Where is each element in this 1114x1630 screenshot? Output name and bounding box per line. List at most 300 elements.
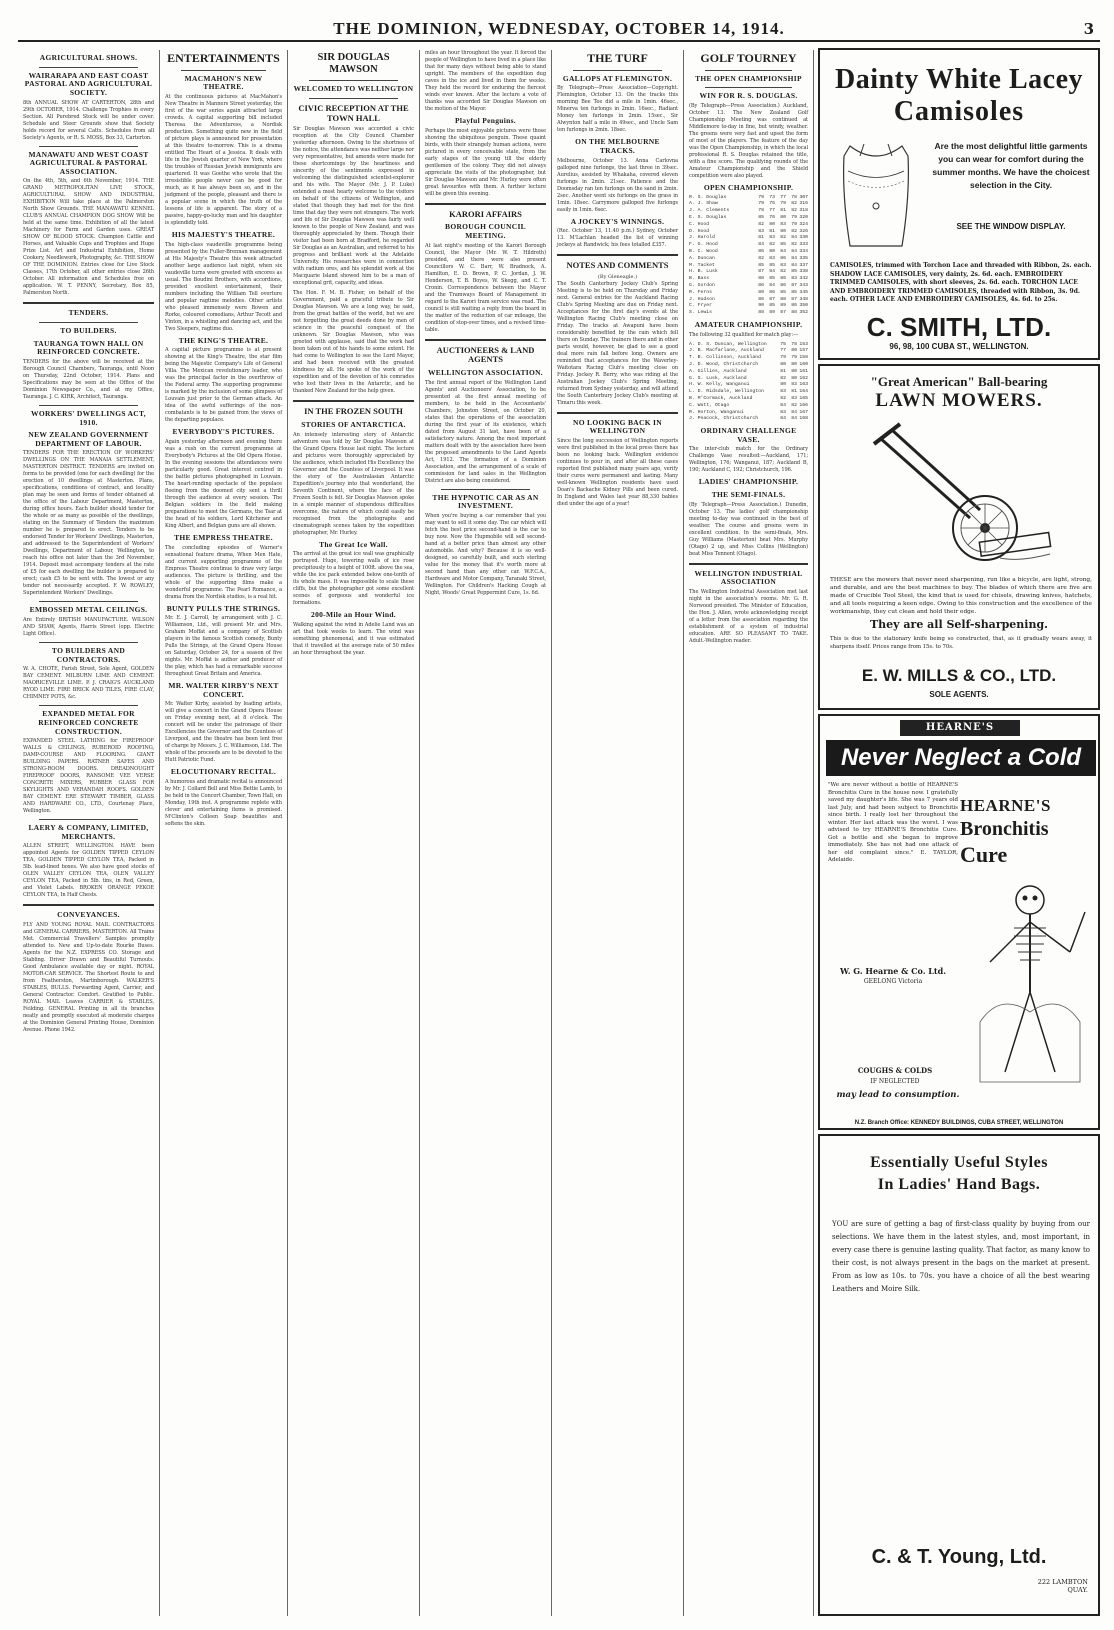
player-name: J. B. Macfarlane, Auckland: [689, 348, 764, 354]
player-name: E. S. Douglas: [689, 215, 727, 221]
mawson-welcomed: WELCOMED TO WELLINGTON: [293, 84, 414, 94]
score-cell: 85: [769, 303, 775, 309]
player-name: J. Hudson: [689, 296, 715, 302]
score-cell: 83: [758, 228, 764, 234]
score-cell: 158: [799, 355, 808, 361]
macmahon-body: At the continuous pictures at MacMahon's New Theatre in Manners Street yesterday, the first of the war series again attracted large crowds. A capital supporting bill included Theresa the Adventuress, a Nordisk production. Something quite new in the field of picture plays is announced for presentation at this theatre to-morrow. This is a drama entitled The Heart of a Jessica. It deals with life in the Jewish quarter of New York, where the troubles of Russian Jewish immigrants are quartered. It was Goethe who wrote that the irresistible people never can be good for much, as it has always been so, and in the judgment of the people, pleasant and there is a popular scene in which the truth of the lessons of life is apparent. The story of a passive, happy-go-lucky man and his daughter is splendidly told.: [165, 94, 282, 227]
score-cell: 86: [758, 283, 764, 289]
score-cell: 79: [791, 221, 797, 227]
column-advertisements: [18, 50, 160, 1616]
hearne-city: GEELONG Victoria: [863, 978, 923, 985]
score-cell: 164: [799, 389, 808, 395]
divider: [293, 400, 414, 402]
masthead: [18, 18, 1100, 42]
score-cell: 79: [758, 194, 764, 200]
ice-wall-heading: The Great Ice Wall.: [319, 539, 388, 549]
score-cell: 83: [791, 382, 797, 388]
score-cell: 85: [791, 289, 797, 295]
amateur-championship-row: [689, 396, 808, 403]
to-builders-heading: TO BUILDERS.: [60, 326, 117, 335]
score-cell: 75: [780, 341, 786, 347]
score-cell: 82: [758, 221, 764, 227]
score-cell: 324: [799, 221, 808, 227]
player-name: D. Hood: [689, 228, 710, 234]
score-cell: 84: [791, 262, 797, 268]
player-name: L. D. Ridsdale, Wellington: [689, 389, 764, 395]
score-cell: 85: [758, 262, 764, 268]
score-cell: 78: [791, 341, 797, 347]
score-cell: 87: [791, 283, 797, 289]
open-championship-row: [689, 276, 808, 283]
his-majesty-heading: HIS MAJESTY'S THEATRE.: [171, 230, 276, 240]
score-cell: 90: [758, 303, 764, 309]
expanded-heading: EXPANDED METAL FOR REINFORCED CONCRETE CONSTRUCTION.: [38, 709, 139, 736]
ladies-body: (By Telegraph—Press Association.) Dunedin, October 13. The ladies' golf championship meeting to-day was continued in the best of weather. The course and greens were in excellent condition. In the semi-finals, Mrs. Guy Williams (Masterton) beat Mrs. Murphy (Otago) 2 up, and Miss Collins (Wellington) beat Miss Tennent (Otago).: [689, 501, 808, 557]
score-cell: 157: [799, 348, 808, 354]
score-cell: 82: [791, 228, 797, 234]
score-cell: 79: [791, 355, 797, 361]
score-cell: 84: [791, 416, 797, 422]
score-cell: 84: [758, 242, 764, 248]
window-display: SEE THE WINDOW DISPLAY.: [956, 222, 1066, 231]
score-cell: 88: [780, 296, 786, 302]
score-cell: 86: [769, 289, 775, 295]
score-cell: 82: [791, 242, 797, 248]
score-cell: 84: [769, 283, 775, 289]
camisole-tagline: Are the most delightful little garments you can wear for comfort during the summer months. We have the choicest selection in the City.: [932, 141, 1090, 190]
expanded-body: EXPANDED STEEL LATHING for FIREPROOF WALLS & CEILINGS, RUBEROID ROOFING, DAMP-COURSE AND FLOORING. GIANT BUILDING PAPERS. RATNER SAFES AND STRONG-ROOM DOORS. DREADNOUGHT FIREPROOF DOORS, RANSOME VEE VERSE CONCRETE MIXERS, RUBBER GLASS FOR SKYLIGHTS AND VERANDAH ROOFS. GOLDEN BAY CEMENT. ERE STEWART TIMBER, GLASS AND HARDWARE CO., LTD., Courtenay Place, Wellington.: [23, 738, 154, 815]
elocutionary-heading: ELOCUTIONARY RECITAL.: [170, 767, 277, 777]
his-majesty-body: The high-class vaudeville programme being presented by the Fuller-Brennan management at His Majesty's Theatre this week attracted another large audience last night, when six vaudeville turns were greeted with encores as usual. The Boudini Brothers, with accordions, provided excellent entertainment, their numbers including the William Tell overture and popular ragtime melodies. Other artists who pleased immensely were Bowen and Rorke, coloured comedians, Arthur Tecott and Vinton, in a whistling and dancing act, and the Two Sleepers, ragtime duo.: [165, 241, 282, 332]
workers-heading: WORKERS' DWELLINGS ACT, 1910.: [31, 408, 146, 427]
score-cell: 85: [758, 215, 764, 221]
coughs-colds: COUGHS & COLDS: [857, 1066, 933, 1075]
score-cell: 76: [769, 201, 775, 207]
score-cell: 167: [799, 409, 808, 415]
manawatu-body: On the 4th, 5th, and 6th November, 1914. THE GRAND METROPOLITAN LIVE STOCK, AGRICULTURAL SHOW AND INDUSTRIAL EXHIBITION Will take place at the Palmerston North Show Grounds. THE MANAWATU KENNEL CLUB'S ANNUAL CHAMPION DOG SHOW Will be held at the same time. Exhibition of all the latest Machinery for Farm and Garden uses. GREAT SHOW OF BLOOD STOCK. Champion Cattle and Horses, and Valuable Cups and Trophies and Huge Prize List. Art and Industrial Exhibition, Home Cookery, Needlework, Photography, &c. THE SHOW OF THE DOMINION. Entries close for Live Stock Classes, 17th October, all other entries close 26th October. All information and Schedules free on application. W. T. PENNY, Secretary, Box 85, Palmerston North.: [23, 178, 154, 297]
elocutionary-body: A humorous and dramatic recital is announced by Mr. J. Collard Bell and Miss Bettie Lamb, to be held in the Concert Chamber, Town Hall, on Monday, 19th inst. A programme replete with clever and entertaining items is promised. M'Clinton's Colleen Soap beautifies and softens the skin.: [165, 779, 282, 828]
handbags-advertisement: [818, 1134, 1100, 1616]
score-cell: 83: [780, 409, 786, 415]
player-name: R. Ferns: [689, 289, 713, 295]
divider: [23, 904, 154, 906]
tauranga-body: TENDERS for the above will be received at the Borough Council Chambers, Tauranga, until Noon on Thursday, 22nd October, 1914. Plans and Specifications may be seen at the Office of the Dominion Newspaper Co., and at my Office, Tauranga. J. C. KIRK, Architect, Tauranga.: [23, 358, 154, 400]
hearne-firm: W. G. Hearne & Co. Ltd.: [839, 966, 946, 976]
score-cell: 87: [780, 310, 786, 316]
section-tenders: TENDERS.: [68, 308, 109, 318]
never-neglect-banner: Never Neglect a Cold: [826, 740, 1096, 776]
column-news: [420, 50, 552, 1616]
amateur-championship-row: [689, 403, 808, 410]
divider: [705, 87, 792, 88]
jockey-body: (Rec. October 13, 11.40 p.m.) Sydney, October 13. M'Lachlan headed the list of winning jockeys at Randwick; his fees totalled £357.: [557, 228, 678, 249]
player-name: R. Horton, Wanganui: [689, 409, 744, 415]
camisole-title-1: Dainty White Lacey: [834, 64, 1084, 95]
mower-title-2: LAWN MOWERS.: [875, 390, 1043, 411]
kings-theatre-heading: THE KING'S THEATRE.: [178, 335, 269, 345]
young-name: C. & T. Young, Ltd.: [871, 1546, 1047, 1568]
wairarapa-body: 8th ANNUAL SHOW AT CARTERTON, 28th and 29th OCTOBER, 1914. Challenge Trophies in every Section. All Purebred Stock will be under cover. Schedule and Steer Grounds show that Society holds record for several Catts. Schedules from all Society's Agents, or R. S. MOSS, Box 33, Carterton.: [23, 99, 154, 141]
score-cell: 76: [769, 215, 775, 221]
score-cell: 153: [799, 341, 808, 347]
auctioneers-heading: AUCTIONEERS & LAND AGENTS: [436, 344, 535, 365]
divider: [557, 412, 678, 414]
score-cell: 82: [791, 402, 797, 408]
player-name: G. S. Lusk, Auckland: [689, 375, 747, 381]
score-cell: 82: [780, 269, 786, 275]
everybodys-body: Again yesterday afternoon and evening there was a rush on the current programme at Everybody's Pictures at the Old Opera House. In the evening sessions the attendances were particularly good. Great interest centred in the battle pictures photographed in Louvain. The heart-rending spectacle of the populace fleeing from the doomed city sent a thrill through the audience at every session. The Belgian soldiers in the field making preparations to meet the Germans, the Tsar at the head of his soldiers, Lord Kitchener and King Albert, and Belgian guns are all shown.: [165, 438, 282, 529]
mawson-heading: SIR DOUGLAS MAWSON: [317, 52, 390, 76]
score-cell: 318: [799, 208, 808, 214]
divider: [689, 563, 808, 565]
bags-body: YOU are sure of getting a bag of first-class quality by buying from our selections. We have them in the latest styles, and, most important, in every case there is genuine lasting quality. That factor, as many know to their cost, is not always present in the bags on the market at present. From as low as 10s. to 70s. you have a choice of all the best wearing Leathers and Moire Silk.: [832, 1220, 1090, 1293]
contractors-body: W. A. CHOTE, Farish Street, Sole Agent, GOLDEN BAY CEMENT. MILBURN LIME AND CEMENT. MAORICEVILLE LIME. P. J. CRAIG'S AUCKLAND RYOD LIME. FIRE BRICK AND TILES, FIRE CLAY, CHIMNEY POTS, &c.: [23, 666, 154, 701]
score-cell: 78: [758, 208, 764, 214]
open-championship-row: [689, 215, 808, 222]
camisole-title-2: Camisoles: [893, 96, 1025, 127]
score-cell: 83: [769, 255, 775, 261]
score-cell: 86: [791, 303, 797, 309]
kirby-heading: MR. WALTER KIRBY'S NEXT CONCERT.: [168, 681, 279, 699]
score-cell: 84: [791, 235, 797, 241]
score-cell: 73: [769, 194, 775, 200]
melbourne-heading: ON THE MELBOURNE TRACKS.: [575, 137, 660, 156]
divider: [39, 819, 138, 820]
score-cell: 80: [769, 221, 775, 227]
open-championship-row: [689, 222, 808, 229]
score-cell: 80: [791, 348, 797, 354]
player-name: J. Peacock, Christchurch: [689, 416, 759, 422]
divider: [181, 70, 266, 71]
divider: [39, 705, 138, 706]
score-cell: 82: [780, 235, 786, 241]
score-cell: 348: [799, 296, 808, 302]
player-name: B. M'Cormack, Auckland: [689, 396, 753, 402]
score-cell: 352: [799, 310, 808, 316]
open-championship-row: [689, 256, 808, 263]
score-cell: 89: [780, 303, 786, 309]
laery-heading: LAERY & COMPANY, LIMITED, MERCHANTS.: [28, 823, 149, 841]
score-cell: 84: [769, 269, 775, 275]
player-name: C. Hood: [689, 221, 710, 227]
score-cell: 89: [758, 289, 764, 295]
if-neglected: IF NEGLECTED: [870, 1078, 920, 1085]
semi-finals-heading: THE SEMI-FINALS.: [711, 490, 786, 500]
camisole-illustration: [830, 136, 922, 256]
score-cell: 162: [799, 375, 808, 381]
player-name: M. Tacket: [689, 262, 715, 268]
macmahon-heading: MACMAHON'S NEW THEATRE.: [184, 73, 263, 92]
penguins-heading: Playful Penguins.: [455, 116, 516, 125]
mills-name: E. W. MILLS & CO., LTD.: [861, 666, 1057, 685]
divider: [39, 642, 138, 643]
camisole-price-list: CAMISOLES, trimmed with Torchon Lace and threaded with Ribbon, 2s. each. SHADOW LACE CAMISOLES, very dainty, 2s. 6d. each. EMBROIDERY TRIMMED CAMISOLES, with short sleeves, 2s. 6d. each. TORCHON LACE AND EMBROIDERY TRIMMED CAMISOLES, threaded with Ribbon, 3s. 9d. each. OTHER LACE AND EMBROIDERY CAMISOLES, 4s. 6d. to 25s.: [830, 262, 1092, 303]
page-number: 3: [1083, 20, 1094, 38]
karori-heading: KARORI AFFAIRS: [449, 208, 522, 219]
mawson-body-2: The Hon. F. M. B. Fisher, on behalf of the Government, paid a graceful tribute to Sir Douglas Mawson. We are a long way, he said, from the great battles of the world, but we are not forgetting the great deeds done by men of science in the peaceful conquest of the unknown. Sir Douglas Mawson, who was greeted with applause, said that the work had been taken out of his hands to some extent. He had come to Wellington to see the Lord Mayor, and had been received with the greatest kindness by all. He spoke of the work of the expedition and of the devotion of his comrades who lost their lives in the Antarctic, and he thanked New Zealand for the help given.: [293, 290, 414, 395]
divider: [557, 254, 678, 256]
score-cell: 80: [780, 228, 786, 234]
score-cell: 83: [791, 396, 797, 402]
masthead-title: THE DOMINION, WEDNESDAY, OCTOBER 14, 1914.: [333, 19, 785, 38]
frozen-south-heading: IN THE FROZEN SOUTH: [304, 406, 403, 417]
karori-body: At last night's meeting of the Karori Borough Council, the Mayor (Mr. W. T. Hildreth) presided, and there were also present Councillors W. C. Barr, W. Bradnock, A. Hamilton, E. D. Brown, P. C. Jordan, J. W. Henderson, T. B. Boyes, W. Skegg, and C. T. Cronin. Correspondence between the Mayor and the Tramways Board of Management in regard to the Karori tram service was read. The council is still waiting a reply from the board in the matter of the reduction of car mileage, the condition of stop-over times, and a revised time-table.: [425, 242, 546, 333]
score-cell: 78: [791, 194, 797, 200]
score-cell: 330: [799, 235, 808, 241]
score-cell: 79: [780, 201, 786, 207]
divider: [39, 601, 138, 602]
score-cell: 79: [758, 201, 764, 207]
divider: [425, 203, 546, 205]
score-cell: 88: [791, 310, 797, 316]
notes-body: The South Canterbury Jockey Club's Spring Meeting is to be held on Thursday and Friday next. General entries for the Auckland Racing Club's Spring Meeting are due on Friday next. Acceptances for the first day's events at the Wellington Racing Club's meeting close on Friday. The tracks at Awapuni have been considerably benefited by the rain which fell there on Sunday. The trainers there and in other parts would, however, be glad to see a good deal more rain fall before long. Owners are reminded that acceptances for the Waverley-Waitotara Racing Club's meeting close on Friday. Jockey R. Berry, who was riding at the Australian Jockey Club's Spring Meeting, returned from Sydney yesterday, and will attend the South Canterbury Jockey Club's meeting at Timaru this week.: [557, 280, 678, 406]
vase-heading: ORDINARY CHALLENGE VASE.: [700, 426, 797, 444]
score-cell: 84: [780, 402, 786, 408]
young-address: 222 LAMBTON QUAY.: [1037, 1578, 1088, 1594]
player-name: S. Lewis: [689, 310, 713, 316]
player-name: B. C. Wood: [689, 249, 718, 255]
score-cell: 160: [799, 362, 808, 368]
player-name: A. Duncan: [689, 255, 715, 261]
score-cell: 334: [799, 249, 808, 255]
score-cell: 80: [780, 215, 786, 221]
amateur-championship-row: [689, 389, 808, 396]
score-cell: 85: [780, 289, 786, 295]
open-championship-row: [689, 249, 808, 256]
mawson-body-1: Sir Douglas Mawson was accorded a civic reception at the City Council Chamber yesterday afternoon. Owing to the shortness of the notice, the attendance was neither large nor very representative, but amends were made for these shortcomings by the heartiness and sincerity of the sentiments expressed in welcoming the distinguished scientist-explorer and his wife. The Mayor (Mr. J. P. Luke) extended a most hearty welcome to the visitors on behalf of the citizens of Wellington, and stated that though they had met for the first time that day they were not strangers. The work and life of Sir Douglas Mawson was fairly well known to the people of New Zealand, and was thoroughly appreciated by them. Though their visitor had been born at Bradford, he regarded Sir Douglas as an Australian, and referred to his progress and brilliant work at the Adelaide University. His researches were in connection with radium ores, and his splendid work at the Macquarie Island showed him to be a man of exceptional grit, capacity, and ideas.: [293, 126, 414, 287]
lawn-mowers-advertisement: [818, 364, 1100, 710]
ceilings-heading: EMBOSSED METAL CEILINGS.: [29, 605, 148, 615]
score-cell: 80: [791, 375, 797, 381]
wind-body: Walking against the wind in Adelie Land was an art that took weeks to learn. The wind was something phenomenal, and it was estimated that it travelled at the average rate of 50 miles an hour throughout the year.: [293, 621, 414, 656]
smith-name: C. SMITH, LTD.: [866, 312, 1052, 342]
column-turf: [552, 50, 684, 1616]
score-cell: 337: [799, 262, 808, 268]
wind-heading: 200-Mile an Hour Wind.: [311, 610, 396, 620]
score-cell: 84: [791, 409, 797, 415]
divider: [39, 322, 138, 323]
golf-body: (By Telegraph—Press Association.) Auckland, October 13. The New Zealand Golf Championship Meeting was continued at Middlemore to-day in fine, but windy, weather. The greens were very fast and upset the form of most of the players. The feature of the day was the Open Championship, in which the local professional R. S. Douglas retained the title, with a fine score. The qualifying rounds of the Amateur Championship and the Shield competition were also played.: [689, 103, 808, 180]
amateur-championship-row: [689, 355, 808, 362]
self-sharpening: They are all Self-sharpening.: [870, 618, 1048, 631]
bronchitis-title: Bronchitis: [960, 818, 1049, 840]
hearne-branch-office: N.Z. Branch Office: KENNEDY BUILDINGS, CUBA STREET, WELLINGTON: [854, 1120, 1064, 1126]
score-cell: 333: [799, 242, 808, 248]
mower-title-1: "Great American" Ball-bearing: [870, 374, 1048, 389]
auctioneers-sub: WELLINGTON ASSOCIATION.: [428, 368, 543, 378]
score-cell: 80: [780, 382, 786, 388]
player-name: H. B. Lusk: [689, 269, 718, 275]
may-lead-consumption: may lead to consumption.: [836, 1090, 960, 1100]
bunty-heading: BUNTY PULLS THE STRINGS.: [166, 603, 281, 613]
no-looking-back-body: Since the long succession of Wellington reports were first published in the local press there has been no looking back. Wellington evidence continues to pour in, and after all these cases reported first published many years ago, verify their cures were permanent and lasting. Many well-known Wellington residents have used Doan's Backache Kidney Pills and been cured. In England and Wales last year 88,330 babies died under the age of a year!: [557, 438, 678, 508]
player-name: A. J. Shaw: [689, 201, 718, 207]
score-cell: 82: [791, 201, 797, 207]
player-name: A. D. S. Duncan, Wellington: [689, 341, 767, 347]
ice-wall-body: The arrival at the great ice wall was graphically portrayed. Huge, towering walls of ice rose precipitously to a height of 100ft. above the sea, while the ice pack extended below one-tenth of its whole mass. It was impossible to scale these cliffs, but the photographer got some excellent scenes of gorgeous and wonderful ice formations.: [293, 551, 414, 607]
civic-reception-heading: CIVIC RECEPTION AT THE TOWN HALL: [298, 102, 409, 123]
open-table-heading: OPEN CHAMPIONSHIP.: [703, 183, 794, 193]
score-cell: 86: [780, 283, 786, 289]
score-cell: 81: [791, 389, 797, 395]
score-cell: 86: [758, 249, 764, 255]
score-cell: 345: [799, 289, 808, 295]
auctioneers-body: The first annual report of the Wellington Land Agents' and Auctioneers' Association, to be presented at the first annual meeting of members, to be held in the Accountants' Chambers, Johnston Street, on October 20, states that the operations of the association during the first year of its existence, which dated from August 31 last, have been of a satisfactory nature. Among the most important matters dealt with by the association have been the proposed amendments to the Land Agents Act, 1912. The formation of a Dominion Association, and the arrangement of a scale of commission for land sales in the Wellington District are also being considered.: [425, 379, 546, 484]
score-cell: 82: [769, 242, 775, 248]
open-championship-table: [689, 195, 808, 317]
ceilings-body: Are Entirely BRITISH MANUFACTURE. WILSON AND SHAW, Agents, Harris Street (opp. Electric Light Office).: [23, 617, 154, 637]
open-championship-row: [689, 283, 808, 290]
score-cell: 316: [799, 201, 808, 207]
divider: [441, 489, 530, 490]
empress-body: The concluding episodes of Warner's sensational feature drama, When Men Hate, and current supporting programme of the Empress Theatre continue to draw very large audiences. The picture is thrilling, and the whole of the supporting films make a wonderful programme. The Pearl Romance, a drama from the Nordisk studios, is a real hit.: [165, 544, 282, 600]
score-cell: 82: [780, 375, 786, 381]
score-cell: 88: [758, 276, 764, 282]
wairarapa-heading: WAIRARAPA AND EAST COAST PASTORAL AND AGRICULTURAL SOCIETY.: [24, 70, 153, 97]
notes-heading: NOTES AND COMMENTS: [566, 260, 669, 271]
player-name: H. W. Kelly, Wanganui: [689, 382, 750, 388]
score-cell: 326: [799, 228, 808, 234]
score-cell: 342: [799, 276, 808, 282]
player-name: C. Watt, Otago: [689, 402, 730, 408]
everybodys-heading: EVERYBODY'S PICTURES.: [172, 427, 275, 437]
bunty-body: Mr. E. J. Carroll, by arrangement with J. C. Williamson, Ltd., will present Mr. and Mrs. Graham Moffat and a company of Scottish players in the famous Scottish comedy, Bunty Pulls the Strings, at the Grand Opera House on Saturday, October 24, for a season of five nights. Mr. Moffat is author and producer of the play, which has had a remarkable success throughout Great Britain and America.: [165, 615, 282, 678]
divider: [39, 146, 138, 147]
column-mawson: [288, 50, 420, 1616]
score-cell: 81: [769, 228, 775, 234]
score-cell: 81: [758, 235, 764, 241]
score-cell: 77: [780, 194, 786, 200]
no-looking-back-heading: NO LOOKING BACK IN WELLINGTON: [573, 417, 662, 436]
score-cell: 85: [769, 262, 775, 268]
bags-title-2: In Ladies' Hand Bags.: [877, 1176, 1041, 1193]
open-championship-row: [689, 310, 808, 317]
score-cell: 87: [758, 269, 764, 275]
conveyances-body: FLY AND YOUNG ROYAL MAIL CONTRACTORS and GENERAL CARRIERS, MASTERTON. All Trains Met. Commercial Travellers' Samples promptly attended to. New and Up-to-date Rourke Buses. Agents for the N.Z. EXPRESS CO. Storage and Stabling. Driver Drawn and Beautiful Turnouts. Good Ambulance available day or night. ROYAL MOTOR-CAR SERVICE. The Shortest Route to and from Featherston, Martinborough. WALKER'S STABLES, BULLS. Forwarding Agent, Carrier, and General Contractor. Comfort. Gratified to Public. ROYAL MAIL Leaves CARRIER & STABLES, Feilding. GENERAL Printing in all its branches neatly and promptly executed at moderate charges at the Dominion General Printing House, Dominion Avenue. Phone 1942.: [23, 922, 154, 1033]
score-cell: 84: [791, 249, 797, 255]
score-cell: 343: [799, 283, 808, 289]
lawn-mower-illustration: [860, 418, 1060, 568]
score-cell: 82: [780, 396, 786, 402]
score-cell: 83: [780, 389, 786, 395]
tauranga-heading: TAURANGA TOWN HALL ON REINFORCED CONCRETE.: [33, 338, 144, 357]
section-conveyances: CONVEYANCES.: [57, 910, 120, 920]
score-cell: 79: [791, 215, 797, 221]
nzgov-heading: NEW ZEALAND GOVERNMENT DEPARTMENT OF LABOUR.: [28, 430, 149, 448]
ladies-heading: LADIES' CHAMPIONSHIP.: [698, 477, 799, 487]
score-cell: 85: [791, 269, 797, 275]
score-cell: 163: [799, 382, 808, 388]
score-cell: 86: [780, 276, 786, 282]
karori-sub: BOROUGH COUNCIL MEETING.: [445, 222, 526, 241]
player-name: F. G. Hood: [689, 242, 718, 248]
score-cell: 80: [791, 368, 797, 374]
score-cell: 165: [799, 396, 808, 402]
cure-title: Cure: [960, 842, 1008, 867]
score-cell: 84: [780, 416, 786, 422]
score-cell: 88: [758, 310, 764, 316]
kings-theatre-body: A capital picture programme is at present showing at the King's Theatre, the star film being the Majestic Company's Life of General Villa. The Mexican revolutionary leader, who was the principal factor in the overthrow of the Federal army. The supporting programme is marked by the inclusion of some glimpses of Louvain just prior to the German attack. An idea of the awful sufferings of the non-combatants is to be gained from the views of the departing populace.: [165, 347, 282, 424]
hearne-testimonial: "We are never without a bottle of HEARNE'S Bronchitis Cure in the house now. I gratefully saved my daughter's life. She was 7 years old last July, and had been subject to Bronchitis since birth. I really lost her throughout the winter. Her last attack was the worst. I was advised to try HEARNE'S Bronchitis Cure. Got a bottle and she began to improve immediately. She has not had one attack of her old complaint since." E. TAYLOR, Adelaide.: [828, 782, 958, 863]
hearnes-advertisement: [818, 714, 1100, 1130]
score-cell: 83: [780, 221, 786, 227]
score-cell: 82: [791, 208, 797, 214]
melbourne-body: Melbourne, October 13. Anna Carlovna galloped nine furlongs, the last three in 39sec. Aurelius, assisted by Whakaha, covered eleven furlongs in 2min. 21sec. Patience and the Doomsday ran ten furlongs on the sand in 2min. 2sec. Another went six furlongs on the grass in 1min. 18sec. Carrymore galloped five furlongs easily in 1min. 6sec.: [557, 157, 678, 213]
score-cell: 79: [780, 355, 786, 361]
hearne-tab: HEARNE'S: [900, 720, 1020, 736]
divider: [425, 339, 546, 341]
player-name: G. Gordon: [689, 283, 715, 289]
amateur-intro: The following 32 qualified for match play:—: [689, 331, 799, 338]
score-cell: 80: [769, 249, 775, 255]
score-cell: 89: [769, 310, 775, 316]
section-agricultural-shows: AGRICULTURAL SHOWS.: [39, 53, 138, 62]
score-cell: 86: [758, 296, 764, 302]
score-cell: 307: [799, 194, 808, 200]
amateur-championship-table: [689, 342, 808, 424]
golf-heading: GOLF TOURNEY: [700, 51, 797, 65]
score-cell: 77: [780, 348, 786, 354]
player-name: T. B. Collinson, Auckland: [689, 355, 761, 361]
score-cell: 87: [791, 296, 797, 302]
penguins-body: Perhaps the most enjoyable pictures were those showing the ubiquitous penguin. These quaint birds, with their strangely human actions, were pictured in every conceivable state, from the early stages of the young till the elderly gentlemen of the colony. They did not always appreciate the visits of the photographer, but Sir Douglas Mawson and Mr. Hurley were often great favourites with them. A further lecture will be given this evening.: [425, 127, 546, 197]
score-cell: 166: [799, 402, 808, 408]
flemington-body: By Telegraph—Press Association—Copyright. Flemington, October 13. On the tracks this morning Bee Tee did a mile in 1min. 46sec., Minerva ten furlongs in 2min. 16sec., Radiant Money ten furlongs in 2min. 15sec., Sir Alwynton half a mile in 49sec., and Uncle Sam ten furlongs in 2min. 18sec.: [557, 85, 678, 134]
score-cell: 168: [799, 416, 808, 422]
camisoles-advertisement: [818, 48, 1100, 360]
score-cell: 84: [780, 249, 786, 255]
hupmobile-body: When you're buying a car remember that you may want to sell it some day. The car which will fetch the best price second-hand is the car to buy now. Now the Hupmobile will sell second-hand at a better price than almost any other automobile. And why? Because it is so well-designed, so carefully built, and such sterling value for the money that it's worth more at second hand than any other car. W.F.C.A., Hardware and Motor Company, Taranaki Street, Wellington. For Children's Hacking Cough at Night, Woods' Great Peppermint Cure, 1s. 6d.: [425, 513, 546, 597]
divider: [705, 70, 792, 71]
open-championship-row: [689, 290, 808, 297]
douglas-win: WIN FOR R. S. DOUGLAS.: [699, 91, 798, 101]
flemington-heading: GALLOPS AT FLEMINGTON.: [562, 73, 673, 83]
smith-address: 96, 98, 100 CUBA ST., WELLINGTON.: [889, 342, 1029, 351]
score-cell: 81: [780, 368, 786, 374]
score-cell: 338: [799, 269, 808, 275]
divider: [39, 67, 138, 68]
kirby-body: Mr. Walter Kirby, assisted by leading artists, will give a concert in the Grand Opera House on Friday evening next, at 8 o'clock. The concert will be under the patronage of their Excellencies the Governor and the Countess of Liverpool, and the theatre has been lent free of charge by Messrs. J. C. Williamson, Ltd. The whole of the proceeds are to be devoted to the Hutt Patriotic Fund.: [165, 701, 282, 764]
divider: [309, 80, 398, 81]
hearne-brand: HEARNE'S: [960, 796, 1051, 815]
notes-byline: (By Gleneagle.): [597, 274, 638, 281]
sole-agents: SOLE AGENTS.: [929, 690, 989, 699]
skeleton-figure-illustration: [960, 872, 1096, 1092]
vase-body: The inter-club match for the Ordinary Challenge Vase resulted:—Auckland, 171; Wellington, 176; Wanganui, 187; Auckland B, 190; Auckland C, 192; Christchurch, 196.: [689, 446, 808, 474]
frozen-south-body: An intensely interesting story of Antarctic adventure was told by Sir Douglas Mawson at the Grand Opera House last night. The lecture and pictures were thoroughly appreciated by the audience, which included His Excellency the Governor and the Countess of Liverpool. It was the story of the Australasian Antarctic Expedition's journey into that wonderland, the Seventh Continent, where the face of the Frozen South is felt. Sir Douglas Mawson spoke in a simple manner of stupendous difficulties overcome, the nature of which could easily be recognised from the photographs and cinematograph scenes taken by the expedition photographer, Mr. Hurley.: [293, 431, 414, 536]
stories-antarctica: STORIES OF ANTARCTICA.: [301, 420, 406, 430]
column-entertainments: [160, 50, 288, 1616]
entertainments-heading: ENTERTAINMENTS: [167, 51, 280, 65]
score-cell: 320: [799, 215, 808, 221]
score-cell: 83: [791, 276, 797, 282]
amateur-championship-row: [689, 416, 808, 423]
empress-heading: THE EMPRESS THEATRE.: [174, 532, 273, 542]
score-cell: 80: [780, 362, 786, 368]
score-cell: 77: [769, 208, 775, 214]
industrial-heading: WELLINGTON INDUSTRIAL ASSOCIATION: [694, 568, 803, 587]
divider: [39, 405, 138, 406]
open-championship-heading: THE OPEN CHAMPIONSHIP: [695, 73, 802, 83]
player-name: R. S. Douglas: [689, 194, 727, 200]
score-cell: 86: [780, 255, 786, 261]
score-cell: 335: [799, 255, 808, 261]
score-cell: 80: [791, 362, 797, 368]
player-name: B. Bass: [689, 276, 710, 282]
bags-title-1: Essentially Useful Styles: [870, 1154, 1048, 1171]
nzgov-body: TENDERS FOR THE ERECTION OF WORKERS' DWELLINGS ON THE MANAIA SETTLEMENT, MASTERTON DISTRICT. TENDERS are invited on forms to be provided (one for each dwelling) for the erection of 10 dwellings at Masterton. Plans, specifications, conditions of contract, and locality plan may be seen and forms of tender obtained at the office of the Labour Department, Masterton, during office hours. Each builder should tender for the whole or as many as possible of the dwellings, stating on the Summary of Tenders the maximum number he is prepared to erect. Tenders to be endorsed Tender for Workers' Dwellings, Masterton, and addressed to the Superintendent of Workers' Dwellings, Department of Labour, Wellington, to reach his office not later than the 3rd November, 1914. Deposit must accompany tenders at the rate of £5 for each dwelling the builder is prepared to erect; cash £5 to be sent with. The lowest or any tender not necessarily accepted. F. W. ROWLEY, Superintendent Workers' Dwellings.: [23, 450, 154, 597]
divider: [23, 302, 154, 304]
